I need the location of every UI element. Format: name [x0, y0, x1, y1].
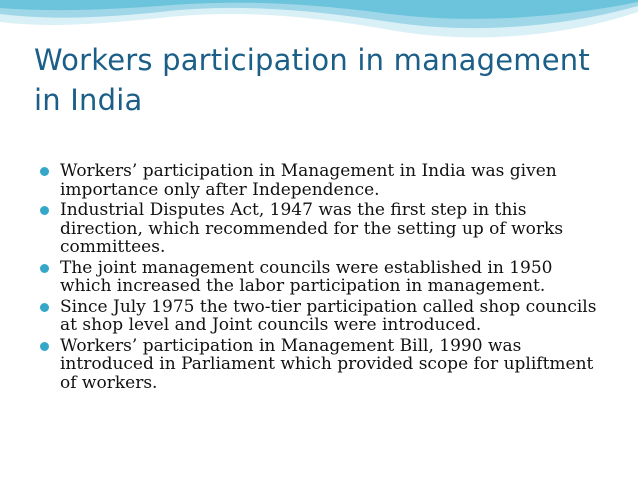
list-item	[40, 337, 600, 393]
bullet-icon	[40, 206, 49, 215]
slide-title: Workers participation in management in India	[34, 43, 590, 117]
list-item	[40, 201, 600, 257]
bullet-icon	[40, 167, 49, 176]
bullet-text: The joint management councils were established in 1950 which increased the labor participation in management.	[60, 257, 553, 296]
bullet-text: Workers’ participation in Management in India was given importance only after Independence.	[60, 161, 557, 200]
bullet-text: Workers’ participation in Management Bill, 1990 was introduced in Parliament which provided scope for upliftment of workers.	[60, 335, 594, 393]
bullet-icon	[40, 303, 49, 312]
bullet-text: Since July 1975 the two-tier participation called shop councils at shop level and Joint councils were introduced.	[60, 296, 597, 335]
bullet-icon	[40, 264, 49, 273]
bullet-list	[40, 162, 600, 394]
list-item	[40, 259, 600, 296]
list-item	[40, 298, 600, 335]
list-item	[40, 162, 600, 199]
bullet-text: Industrial Disputes Act, 1947 was the first step in this direction, which recommended for the setting up of works committees.	[60, 200, 564, 257]
bullet-icon	[40, 342, 49, 351]
